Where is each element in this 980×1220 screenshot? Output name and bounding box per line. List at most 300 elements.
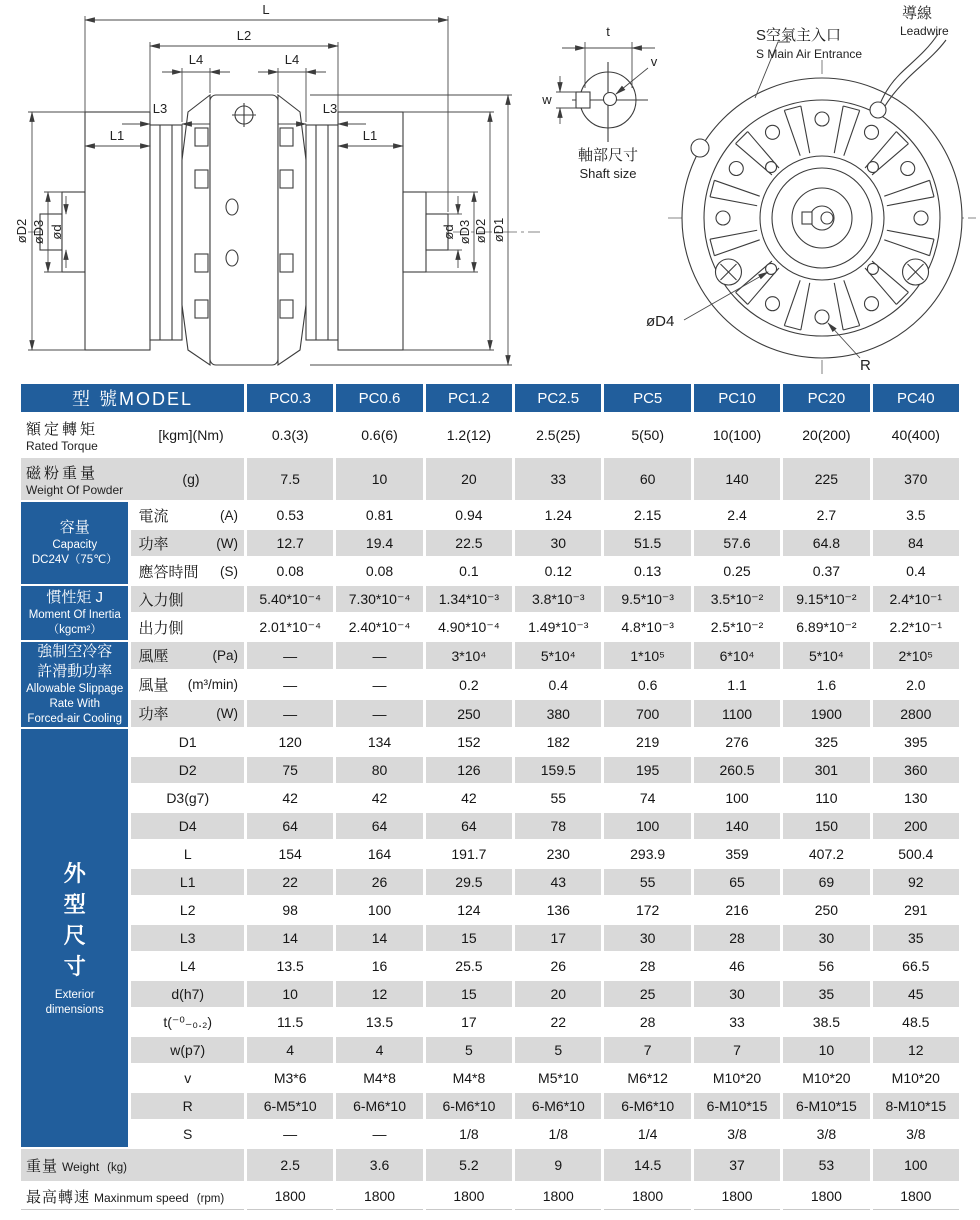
cell-torque-PC2.5: 2.5(25) — [515, 414, 601, 456]
cell-power-PC40: 84 — [873, 530, 959, 556]
cell-d-PC0.6: 12 — [336, 981, 422, 1007]
cell-current-PC0.3: 0.53 — [247, 502, 333, 528]
model-col-pc12: PC1.2 — [426, 384, 512, 412]
shaft-size-caption-en: Shaft size — [579, 166, 637, 181]
cell-S-PC0.6: — — [336, 1121, 422, 1147]
cell-v-PC0.3: M3*6 — [247, 1065, 333, 1091]
label-d: d(h7) — [131, 981, 244, 1007]
shaft-size-caption-zh: 軸部尺寸 — [577, 147, 639, 164]
technical-drawing — [0, 0, 980, 382]
cell-response-PC0.6: 0.08 — [336, 558, 422, 584]
cell-speed-PC20: 1800 — [783, 1183, 869, 1210]
row-w — [21, 1037, 959, 1063]
cell-response-PC2.5: 0.12 — [515, 558, 601, 584]
cell-d-PC40: 45 — [873, 981, 959, 1007]
row-v — [21, 1065, 959, 1091]
cell-S-PC5: 1/4 — [604, 1121, 690, 1147]
cell-D4-PC40: 200 — [873, 813, 959, 839]
cell-inertia-in-PC2.5: 3.8*10⁻³ — [515, 586, 601, 612]
cell-weight-PC1.2: 5.2 — [426, 1149, 512, 1181]
dim-label-d-left: ød — [49, 224, 64, 240]
cell-torque-PC0.6: 0.6(6) — [336, 414, 422, 456]
cell-inertia-out-PC0.3: 2.01*10⁻⁴ — [247, 614, 333, 640]
cell-D1-PC0.6: 134 — [336, 729, 422, 755]
cell-D3-PC20: 110 — [783, 785, 869, 811]
cell-D3-PC0.6: 42 — [336, 785, 422, 811]
label-w: w(p7) — [131, 1037, 244, 1063]
cell-wind-volume-PC2.5: 0.4 — [515, 671, 601, 698]
label-D2: D2 — [131, 757, 244, 783]
cell-L1-PC2.5: 43 — [515, 869, 601, 895]
row-t — [21, 1009, 959, 1035]
label-inertia-in: 入力側 — [131, 586, 244, 612]
cell-D4-PC1.2: 64 — [426, 813, 512, 839]
cell-L2-PC0.6: 100 — [336, 897, 422, 923]
cell-wind-pressure-PC5: 1*10⁵ — [604, 642, 690, 669]
cell-wind-pressure-PC40: 2*10⁵ — [873, 642, 959, 669]
cell-L3-PC2.5: 17 — [515, 925, 601, 951]
cell-L1-PC10: 65 — [694, 869, 780, 895]
label-power: 功率 (W) — [131, 530, 244, 556]
cell-L4-PC40: 66.5 — [873, 953, 959, 979]
cell-t-PC40: 48.5 — [873, 1009, 959, 1035]
row-torque — [21, 414, 959, 456]
cell-d-PC20: 35 — [783, 981, 869, 1007]
cell-wind-volume-PC0.3: — — [247, 671, 333, 698]
cell-power-PC1.2: 22.5 — [426, 530, 512, 556]
cell-speed-PC0.3: 1800 — [247, 1183, 333, 1210]
cell-v-PC10: M10*20 — [694, 1065, 780, 1091]
row-speed — [21, 1183, 959, 1210]
cell-S-PC0.3: — — [247, 1121, 333, 1147]
cell-L2-PC5: 172 — [604, 897, 690, 923]
cell-weight-PC10: 37 — [694, 1149, 780, 1181]
cell-L1-PC1.2: 29.5 — [426, 869, 512, 895]
cell-speed-PC0.6: 1800 — [336, 1183, 422, 1210]
dim-label-R: R — [860, 357, 871, 374]
cell-L3-PC10: 28 — [694, 925, 780, 951]
dim-label-D1: øD1 — [491, 217, 506, 243]
cell-R-PC1.2: 6-M6*10 — [426, 1093, 512, 1119]
cell-torque-PC20: 20(200) — [783, 414, 869, 456]
cell-weight-PC5: 14.5 — [604, 1149, 690, 1181]
label-wind-volume: 風量 (m³/min) — [131, 671, 244, 698]
cell-d-PC2.5: 20 — [515, 981, 601, 1007]
cell-cooling-power-PC2.5: 380 — [515, 700, 601, 727]
cell-d-PC0.3: 10 — [247, 981, 333, 1007]
cell-D2-PC20: 301 — [783, 757, 869, 783]
cell-R-PC0.6: 6-M6*10 — [336, 1093, 422, 1119]
label-v: v — [131, 1065, 244, 1091]
cell-speed-PC1.2: 1800 — [426, 1183, 512, 1210]
cell-power-PC20: 64.8 — [783, 530, 869, 556]
row-D4 — [21, 813, 959, 839]
label-L3: L3 — [131, 925, 244, 951]
cell-L1-PC20: 69 — [783, 869, 869, 895]
cell-D1-PC10: 276 — [694, 729, 780, 755]
cell-wind-pressure-PC20: 5*10⁴ — [783, 642, 869, 669]
label-response: 應答時間 (S) — [131, 558, 244, 584]
cell-L4-PC5: 28 — [604, 953, 690, 979]
cell-torque-PC10: 10(100) — [694, 414, 780, 456]
cell-D4-PC10: 140 — [694, 813, 780, 839]
cell-S-PC1.2: 1/8 — [426, 1121, 512, 1147]
model-col-pc20: PC20 — [783, 384, 869, 412]
cell-inertia-out-PC2.5: 1.49*10⁻³ — [515, 614, 601, 640]
cell-d-PC10: 30 — [694, 981, 780, 1007]
row-current — [21, 502, 959, 528]
dim-label-L2: L2 — [236, 28, 252, 43]
cell-powder-PC5: 60 — [604, 458, 690, 500]
cell-S-PC2.5: 1/8 — [515, 1121, 601, 1147]
cell-cooling-power-PC5: 700 — [604, 700, 690, 727]
cell-D4-PC0.6: 64 — [336, 813, 422, 839]
cell-powder-PC0.6: 10 — [336, 458, 422, 500]
cell-L4-PC1.2: 25.5 — [426, 953, 512, 979]
row-inertia-out — [21, 614, 959, 640]
cell-v-PC5: M6*12 — [604, 1065, 690, 1091]
shaft-detail — [541, 24, 657, 181]
cell-current-PC20: 2.7 — [783, 502, 869, 528]
cell-d-PC1.2: 15 — [426, 981, 512, 1007]
cell-L3-PC20: 30 — [783, 925, 869, 951]
label-speed: 最高轉速 Maxinmum speed (rpm) — [21, 1183, 244, 1210]
cell-R-PC5: 6-M6*10 — [604, 1093, 690, 1119]
cell-w-PC1.2: 5 — [426, 1037, 512, 1063]
cell-t-PC10: 33 — [694, 1009, 780, 1035]
label-R: R — [131, 1093, 244, 1119]
cell-current-PC5: 2.15 — [604, 502, 690, 528]
label-t: t(⁻⁰₋₀.₂) — [131, 1009, 244, 1035]
section-dimensions: 外 型 尺 寸 Exterior dimensions — [21, 729, 128, 1147]
label-weight: 重量 Weight (kg) — [21, 1149, 244, 1181]
cell-powder-PC2.5: 33 — [515, 458, 601, 500]
cell-weight-PC0.6: 3.6 — [336, 1149, 422, 1181]
cell-powder-PC1.2: 20 — [426, 458, 512, 500]
cell-D1-PC2.5: 182 — [515, 729, 601, 755]
cell-S-PC40: 3/8 — [873, 1121, 959, 1147]
cell-v-PC20: M10*20 — [783, 1065, 869, 1091]
cell-inertia-in-PC0.3: 5.40*10⁻⁴ — [247, 586, 333, 612]
cell-L1-PC40: 92 — [873, 869, 959, 895]
cell-power-PC2.5: 30 — [515, 530, 601, 556]
cell-w-PC5: 7 — [604, 1037, 690, 1063]
air-entrance-label-en: S Main Air Entrance — [756, 47, 863, 61]
cell-inertia-out-PC5: 4.8*10⁻³ — [604, 614, 690, 640]
cell-cooling-power-PC40: 2800 — [873, 700, 959, 727]
cell-speed-PC40: 1800 — [873, 1183, 959, 1210]
spec-table — [18, 382, 962, 1212]
label-S: S — [131, 1121, 244, 1147]
dim-label-t: t — [606, 24, 610, 39]
row-response — [21, 558, 959, 584]
cell-L3-PC0.3: 14 — [247, 925, 333, 951]
cell-inertia-out-PC0.6: 2.40*10⁻⁴ — [336, 614, 422, 640]
cell-D2-PC5: 195 — [604, 757, 690, 783]
cell-L1-PC0.3: 22 — [247, 869, 333, 895]
cell-t-PC20: 38.5 — [783, 1009, 869, 1035]
row-cooling-power — [21, 700, 959, 727]
cell-S-PC20: 3/8 — [783, 1121, 869, 1147]
label-powder: 磁粉重量 Weight Of Powder (g) — [21, 458, 244, 500]
cell-D2-PC40: 360 — [873, 757, 959, 783]
leadwire-label-en: Leadwire — [900, 24, 949, 38]
dim-label-L3-right: L3 — [322, 101, 338, 116]
cell-power-PC5: 51.5 — [604, 530, 690, 556]
label-L4: L4 — [131, 953, 244, 979]
cell-power-PC10: 57.6 — [694, 530, 780, 556]
row-wind-pressure — [21, 642, 959, 669]
cell-R-PC2.5: 6-M6*10 — [515, 1093, 601, 1119]
dim-label-L1-left: L1 — [109, 128, 125, 143]
model-header-label: 型 號MODEL — [21, 384, 244, 412]
cell-speed-PC2.5: 1800 — [515, 1183, 601, 1210]
cell-current-PC2.5: 1.24 — [515, 502, 601, 528]
row-L3 — [21, 925, 959, 951]
row-R — [21, 1093, 959, 1119]
row-S — [21, 1121, 959, 1147]
cell-t-PC2.5: 22 — [515, 1009, 601, 1035]
row-weight — [21, 1149, 959, 1181]
label-wind-pressure: 風壓 (Pa) — [131, 642, 244, 669]
cell-inertia-in-PC10: 3.5*10⁻² — [694, 586, 780, 612]
row-inertia-in — [21, 586, 959, 612]
cell-torque-PC0.3: 0.3(3) — [247, 414, 333, 456]
cell-torque-PC1.2: 1.2(12) — [426, 414, 512, 456]
cell-wind-volume-PC0.6: — — [336, 671, 422, 698]
cell-L3-PC40: 35 — [873, 925, 959, 951]
cell-torque-PC5: 5(50) — [604, 414, 690, 456]
label-D4: D4 — [131, 813, 244, 839]
cell-L4-PC0.3: 13.5 — [247, 953, 333, 979]
cell-cooling-power-PC0.6: — — [336, 700, 422, 727]
cell-D1-PC40: 395 — [873, 729, 959, 755]
cell-wind-volume-PC1.2: 0.2 — [426, 671, 512, 698]
cell-D1-PC20: 325 — [783, 729, 869, 755]
dim-label-L4-right: L4 — [284, 52, 300, 67]
cell-powder-PC40: 370 — [873, 458, 959, 500]
cell-power-PC0.3: 12.7 — [247, 530, 333, 556]
cell-L4-PC2.5: 26 — [515, 953, 601, 979]
cell-wind-pressure-PC10: 6*10⁴ — [694, 642, 780, 669]
cell-powder-PC20: 225 — [783, 458, 869, 500]
cell-t-PC0.3: 11.5 — [247, 1009, 333, 1035]
cell-wind-pressure-PC0.6: — — [336, 642, 422, 669]
cell-D3-PC2.5: 55 — [515, 785, 601, 811]
leadwire-label-zh: 導線 — [902, 5, 933, 22]
cell-L1-PC0.6: 26 — [336, 869, 422, 895]
cell-L2-PC2.5: 136 — [515, 897, 601, 923]
cell-L-PC10: 359 — [694, 841, 780, 867]
cell-speed-PC5: 1800 — [604, 1183, 690, 1210]
cell-L-PC20: 407.2 — [783, 841, 869, 867]
row-power — [21, 530, 959, 556]
cell-current-PC1.2: 0.94 — [426, 502, 512, 528]
cell-L4-PC20: 56 — [783, 953, 869, 979]
cell-D2-PC2.5: 159.5 — [515, 757, 601, 783]
cell-L3-PC1.2: 15 — [426, 925, 512, 951]
section-inertia: 慣性矩 J Moment Of Inertia （kgcm²） — [21, 586, 128, 640]
label-D3: D3(g7) — [131, 785, 244, 811]
dim-label-D2-left: øD2 — [14, 218, 29, 244]
model-col-pc40: PC40 — [873, 384, 959, 412]
cell-speed-PC10: 1800 — [694, 1183, 780, 1210]
cell-w-PC0.3: 4 — [247, 1037, 333, 1063]
cell-cooling-power-PC20: 1900 — [783, 700, 869, 727]
cell-L3-PC5: 30 — [604, 925, 690, 951]
cell-powder-PC0.3: 7.5 — [247, 458, 333, 500]
row-wind-volume — [21, 671, 959, 698]
cell-S-PC10: 3/8 — [694, 1121, 780, 1147]
cell-L4-PC0.6: 16 — [336, 953, 422, 979]
cell-R-PC0.3: 6-M5*10 — [247, 1093, 333, 1119]
row-D2 — [21, 757, 959, 783]
row-L4 — [21, 953, 959, 979]
cell-response-PC10: 0.25 — [694, 558, 780, 584]
dim-label-D3-right: øD3 — [457, 219, 472, 245]
cell-D2-PC0.3: 75 — [247, 757, 333, 783]
cell-D3-PC10: 100 — [694, 785, 780, 811]
section-capacity: 容量 Capacity DC24V（75℃） — [21, 502, 128, 584]
dim-label-D4: øD4 — [646, 313, 675, 330]
cell-D3-PC1.2: 42 — [426, 785, 512, 811]
model-col-pc03: PC0.3 — [247, 384, 333, 412]
model-col-pc06: PC0.6 — [336, 384, 422, 412]
cell-inertia-out-PC20: 6.89*10⁻² — [783, 614, 869, 640]
cell-weight-PC2.5: 9 — [515, 1149, 601, 1181]
cell-D4-PC20: 150 — [783, 813, 869, 839]
cell-wind-pressure-PC0.3: — — [247, 642, 333, 669]
row-L2 — [21, 897, 959, 923]
dim-label-v: v — [650, 54, 658, 69]
cell-inertia-in-PC0.6: 7.30*10⁻⁴ — [336, 586, 422, 612]
dim-label-d-right: ød — [441, 224, 456, 240]
dim-label-L1-right: L1 — [362, 128, 378, 143]
label-cooling-power: 功率 (W) — [131, 700, 244, 727]
cell-inertia-in-PC20: 9.15*10⁻² — [783, 586, 869, 612]
cell-L-PC5: 293.9 — [604, 841, 690, 867]
cell-v-PC2.5: M5*10 — [515, 1065, 601, 1091]
cell-L2-PC40: 291 — [873, 897, 959, 923]
cell-current-PC40: 3.5 — [873, 502, 959, 528]
cell-R-PC20: 6-M10*15 — [783, 1093, 869, 1119]
cell-D1-PC0.3: 120 — [247, 729, 333, 755]
cell-response-PC40: 0.4 — [873, 558, 959, 584]
row-d — [21, 981, 959, 1007]
cell-D3-PC40: 130 — [873, 785, 959, 811]
cell-R-PC40: 8-M10*15 — [873, 1093, 959, 1119]
cell-inertia-out-PC40: 2.2*10⁻¹ — [873, 614, 959, 640]
cell-weight-PC0.3: 2.5 — [247, 1149, 333, 1181]
cell-wind-volume-PC10: 1.1 — [694, 671, 780, 698]
cell-wind-pressure-PC1.2: 3*10⁴ — [426, 642, 512, 669]
label-torque: 額定轉矩 Rated Torque [kgm](Nm) — [21, 414, 244, 456]
label-L2: L2 — [131, 897, 244, 923]
cell-L1-PC5: 55 — [604, 869, 690, 895]
dim-label-L3-left: L3 — [152, 101, 168, 116]
cell-d-PC5: 25 — [604, 981, 690, 1007]
front-view — [646, 5, 976, 376]
cell-D3-PC0.3: 42 — [247, 785, 333, 811]
cell-D4-PC2.5: 78 — [515, 813, 601, 839]
header-row — [21, 384, 959, 412]
cell-inertia-in-PC40: 2.4*10⁻¹ — [873, 586, 959, 612]
cell-w-PC2.5: 5 — [515, 1037, 601, 1063]
cell-response-PC20: 0.37 — [783, 558, 869, 584]
model-col-pc5: PC5 — [604, 384, 690, 412]
dim-label-w: w — [542, 92, 552, 107]
cell-w-PC20: 10 — [783, 1037, 869, 1063]
cell-weight-PC20: 53 — [783, 1149, 869, 1181]
cell-L-PC1.2: 191.7 — [426, 841, 512, 867]
cell-w-PC10: 7 — [694, 1037, 780, 1063]
cell-current-PC10: 2.4 — [694, 502, 780, 528]
cell-R-PC10: 6-M10*15 — [694, 1093, 780, 1119]
label-current: 電流 (A) — [131, 502, 244, 528]
cell-v-PC1.2: M4*8 — [426, 1065, 512, 1091]
cell-L2-PC1.2: 124 — [426, 897, 512, 923]
cell-D1-PC5: 219 — [604, 729, 690, 755]
cell-response-PC1.2: 0.1 — [426, 558, 512, 584]
dim-label-L4-left: L4 — [188, 52, 204, 67]
cell-L-PC40: 500.4 — [873, 841, 959, 867]
air-entrance-label-zh: S空氣主入口 — [756, 27, 842, 44]
label-inertia-out: 出力側 — [131, 614, 244, 640]
label-L1: L1 — [131, 869, 244, 895]
side-view — [14, 2, 540, 365]
model-col-pc25: PC2.5 — [515, 384, 601, 412]
row-L — [21, 841, 959, 867]
cell-v-PC40: M10*20 — [873, 1065, 959, 1091]
cell-cooling-power-PC1.2: 250 — [426, 700, 512, 727]
cell-torque-PC40: 40(400) — [873, 414, 959, 456]
row-powder — [21, 458, 959, 500]
cell-L-PC0.3: 154 — [247, 841, 333, 867]
cell-inertia-in-PC5: 9.5*10⁻³ — [604, 586, 690, 612]
cell-current-PC0.6: 0.81 — [336, 502, 422, 528]
cell-inertia-out-PC10: 2.5*10⁻² — [694, 614, 780, 640]
cell-D4-PC5: 100 — [604, 813, 690, 839]
cell-wind-volume-PC40: 2.0 — [873, 671, 959, 698]
cell-w-PC40: 12 — [873, 1037, 959, 1063]
cell-wind-volume-PC5: 0.6 — [604, 671, 690, 698]
cell-cooling-power-PC10: 1100 — [694, 700, 780, 727]
cell-power-PC0.6: 19.4 — [336, 530, 422, 556]
cell-L-PC0.6: 164 — [336, 841, 422, 867]
cell-L2-PC20: 250 — [783, 897, 869, 923]
cell-inertia-out-PC1.2: 4.90*10⁻⁴ — [426, 614, 512, 640]
cell-w-PC0.6: 4 — [336, 1037, 422, 1063]
dim-label-D3-left: øD3 — [31, 219, 46, 245]
cell-t-PC1.2: 17 — [426, 1009, 512, 1035]
cell-powder-PC10: 140 — [694, 458, 780, 500]
cell-L-PC2.5: 230 — [515, 841, 601, 867]
dim-label-L: L — [262, 2, 270, 17]
cell-D2-PC1.2: 126 — [426, 757, 512, 783]
cell-L3-PC0.6: 14 — [336, 925, 422, 951]
row-D3 — [21, 785, 959, 811]
cell-D2-PC0.6: 80 — [336, 757, 422, 783]
cell-response-PC0.3: 0.08 — [247, 558, 333, 584]
cell-L2-PC10: 216 — [694, 897, 780, 923]
cell-v-PC0.6: M4*8 — [336, 1065, 422, 1091]
section-cooling: 強制空冷容 許滑動功率 Allowable Slippage Rate With Forced-air Cooling — [21, 642, 128, 727]
cell-D3-PC5: 74 — [604, 785, 690, 811]
cell-L2-PC0.3: 98 — [247, 897, 333, 923]
cell-D1-PC1.2: 152 — [426, 729, 512, 755]
cell-wind-volume-PC20: 1.6 — [783, 671, 869, 698]
cell-weight-PC40: 100 — [873, 1149, 959, 1181]
